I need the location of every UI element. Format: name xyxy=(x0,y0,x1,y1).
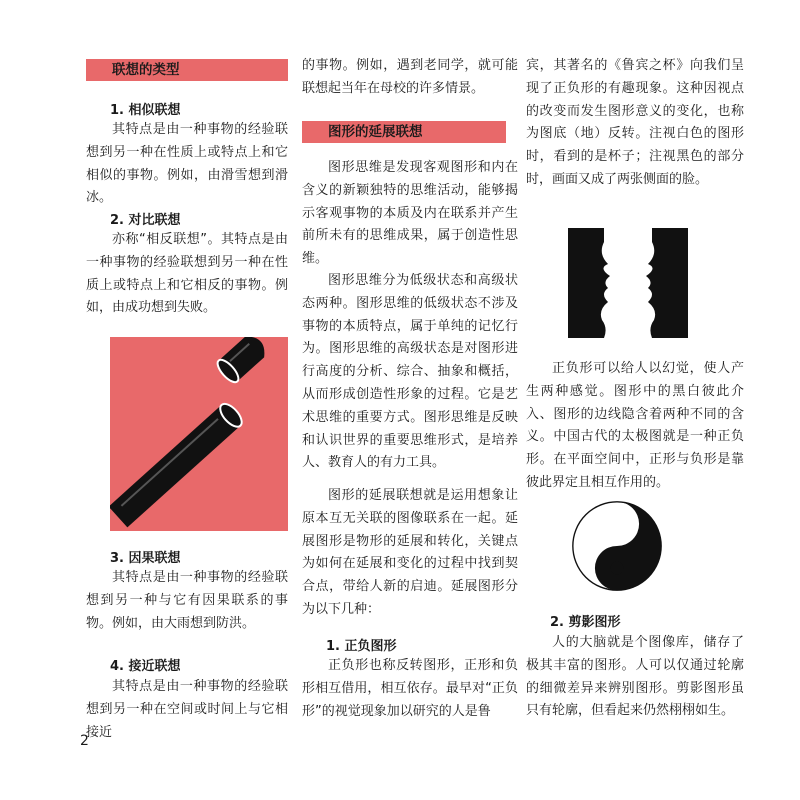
section-heading-graphic-extension: 图形的延展联想 xyxy=(302,121,506,143)
column-3 xyxy=(526,0,744,800)
page-number: 2 xyxy=(80,733,89,749)
section-heading-association-types: 联想的类型 xyxy=(86,59,288,81)
cause-effect-illustration xyxy=(110,337,288,531)
rubin-vase-illustration xyxy=(568,228,688,338)
paragraph-extension-association: 图形的延展联想就是运用想象让原本互无关联的图像联系在一起。延展图形是物形的延展和转化，关键点为如何在延展和变化的过程中找到契合点，带给人新的启迪。延展图形分为以下几种： xyxy=(302,488,518,617)
subheading-contrast-association: 2. 对比联想 xyxy=(110,213,181,228)
paragraph-positive-negative: 正负形也称反转图形，正形和负形相互借用，相互依存。最早对“正负形”的视觉现象加以研究的人是鲁 xyxy=(302,658,518,719)
paragraph-thinking-states: 图形思维分为低级状态和高级状态两种。图形思维的低级状态不涉及事物的本质特点，属于单纯的记忆行为。图形思维的高级状态是对图形进行高度的分析、综合、抽象和概括，从而形成创造性形象的过程。它是艺术思维的重要方式。图形思维是反映和认识世界的重要思维形式，是培养人、教育人的有力工具。 xyxy=(302,273,518,471)
subheading-proximity-association: 4. 接近联想 xyxy=(110,659,181,674)
paragraph-continued: 的事物。例如，遇到老同学，就可能联想起当年在母校的许多情景。 xyxy=(302,58,518,96)
column-2 xyxy=(302,0,518,800)
yin-yang-icon xyxy=(571,500,663,592)
paragraph-proximity-association: 其特点是由一种事物的经验联想到另一种在空间或时间上与它相接近 xyxy=(86,679,288,740)
column-1 xyxy=(86,0,286,800)
paragraph-graphic-thinking: 图形思维是发现客观图形和内在含义的新颖独特的思维活动，能够揭示客观事物的本质及内在联系并产生前所未有的思维成果，属于创造性思维。 xyxy=(302,160,518,267)
paragraph-causal-association: 其特点是由一种事物的经验联想到另一种与它有因果联系的事物。例如，由大雨想到防洪。 xyxy=(86,570,288,631)
paragraph-rubin-vase: 宾，其著名的《鲁宾之杯》向我们呈现了正负形的有趣现象。这种因视点的改变而发生图形意义的变化，也称为图底（地）反转。注视白色的图形时，看到的是杯子；注视黑色的部分时，画面又成了两张侧面的脸。 xyxy=(526,58,744,187)
paragraph-contrast-association: 亦称“相反联想”。其特点是由一种事物的经验联想到另一种在性质上或特点上和它相反的事物。例如，由成功想到失败。 xyxy=(86,232,288,316)
paragraph-silhouette: 人的大脑就是个图像库，储存了极其丰富的图形。人可以仅通过轮廓的细微差异来辨别图形。剪影图形虽只有轮廓，但看起来仍然栩栩如生。 xyxy=(526,635,744,719)
subheading-causal-association: 3. 因果联想 xyxy=(110,551,181,566)
subheading-silhouette: 2. 剪影图形 xyxy=(550,615,621,630)
subheading-similar-association: 1. 相似联想 xyxy=(110,103,181,118)
paragraph-similar-association: 其特点是由一种事物的经验联想到另一种在性质上或特点上和它相似的事物。例如，由滑雪想到滑冰。 xyxy=(86,122,288,206)
paragraph-illusion: 正负形可以给人以幻觉，使人产生两种感觉。图形中的黑白彼此介入、图形的边线隐含着两种不同的含义。中国古代的太极图就是一种正负形。在平面空间中，正形与负形是靠彼此界定且相互作用的。 xyxy=(526,361,744,490)
subheading-positive-negative: 1. 正负图形 xyxy=(326,639,397,654)
